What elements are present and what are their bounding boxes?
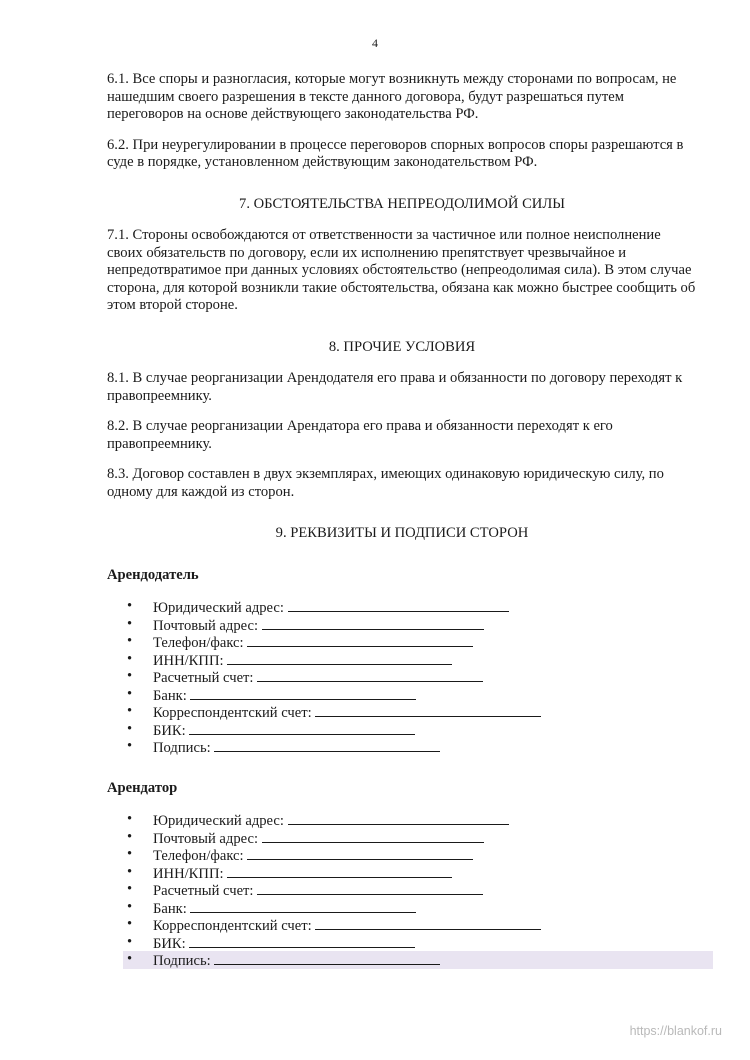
fill-line [315, 916, 541, 930]
bullet-icon: • [127, 828, 133, 845]
bullet-icon: • [127, 951, 133, 967]
landlord-bik [107, 721, 697, 739]
bullet-icon: • [127, 615, 133, 632]
fill-line [288, 598, 509, 612]
fill-line [227, 864, 452, 878]
field-label: Банк: [153, 900, 187, 917]
bullet-icon: • [127, 668, 133, 684]
tenant-bank [107, 899, 697, 917]
field-label: БИК: [153, 935, 186, 952]
field-label: Расчетный счет: [153, 883, 254, 899]
tenant-settlement-account [107, 881, 697, 899]
field-label: Подпись: [153, 953, 211, 969]
landlord-postal-address [107, 616, 697, 634]
landlord-correspondent-account [107, 703, 697, 721]
bullet-icon: • [127, 703, 133, 719]
field-label: Юридический адрес: [153, 813, 284, 829]
field-label: Корреспондентский счет: [153, 705, 312, 721]
tenant-legal-address [107, 811, 697, 829]
paragraph-6-1: 6.1. Все споры и разногласия, которые могут возникнуть между сторонами по вопросам, не нашедшим своего разрешения в тексте данного договора, будут разрешаться путем переговоров на основе действующего законодательства РФ. [107, 71, 677, 122]
fill-line [262, 829, 484, 843]
paragraph-8-2: 8.2. В случае реорганизации Арендатора его права и обязанности переходят к его правопреемнику. [107, 418, 613, 452]
field-label: Корреспондентский счет: [153, 918, 312, 934]
fill-line [190, 899, 416, 913]
fill-line [247, 633, 473, 647]
fill-line [227, 651, 452, 665]
page-number: 4 [372, 36, 378, 50]
bullet-icon: • [127, 898, 133, 915]
field-label: Почтовый адрес: [153, 830, 259, 847]
paragraph-7-1: 7.1. Стороны освобождаются от ответственности за частичное или полное неисполнение своих обязательств по договору, если их исполнению препятствует чрезвычайное и непредотвратимое при данных условиях обстоятельство (непреодолимая сила). В этом случае сторона, для которой возникли такие обстоятельства, обязана как можно быстрее сообщить об этом второй стороне. [107, 227, 696, 313]
tenant-postal-address [107, 829, 697, 847]
fill-line [262, 616, 484, 630]
landlord-bank [107, 686, 697, 704]
field-label: Расчетный счет: [153, 670, 254, 686]
watermark-url: https://blankof.ru [629, 1023, 722, 1038]
landlord-title: Арендодатель [107, 566, 199, 583]
fill-line [257, 881, 483, 895]
fill-line [257, 668, 483, 682]
paragraph-8-1: 8.1. В случае реорганизации Арендодателя его права и обязанности по договору переходят к правопреемнику. [107, 370, 683, 404]
landlord-signature [107, 738, 697, 756]
section-9-heading: 9. РЕКВИЗИТЫ И ПОДПИСИ СТОРОН [275, 525, 529, 541]
field-label: Телефон/факс: [153, 848, 244, 864]
landlord-inn-kpp [107, 651, 697, 669]
tenant-correspondent-account [107, 916, 697, 934]
bullet-icon: • [127, 738, 133, 754]
fill-line [247, 846, 473, 860]
fill-line [190, 686, 416, 700]
section-7-heading: 7. ОБСТОЯТЕЛЬСТВА НЕПРЕОДОЛИМОЙ СИЛЫ [239, 195, 565, 212]
fill-line [214, 738, 440, 752]
bullet-icon: • [127, 720, 133, 737]
bullet-icon: • [127, 633, 133, 649]
bullet-icon: • [127, 685, 133, 702]
tenant-title: Арендатор [107, 779, 178, 796]
bullet-icon: • [127, 846, 133, 862]
tenant-details-list [107, 811, 697, 969]
tenant-signature [123, 951, 713, 969]
landlord-legal-address [107, 598, 697, 616]
fill-line [288, 811, 509, 825]
field-label: Телефон/факс: [153, 635, 244, 651]
bullet-icon: • [127, 863, 133, 880]
tenant-bik [107, 934, 697, 952]
field-label: ИНН/КПП: [153, 865, 224, 882]
field-label: Юридический адрес: [153, 600, 284, 616]
fill-line [315, 703, 541, 717]
bullet-icon: • [127, 650, 133, 667]
bullet-icon: • [127, 811, 133, 827]
document-body [107, 71, 697, 969]
tenant-phone-fax [107, 846, 697, 864]
field-label: Банк: [153, 687, 187, 704]
landlord-details-list [107, 598, 697, 756]
fill-line [214, 951, 440, 965]
field-label: Почтовый адрес: [153, 617, 259, 634]
field-label: БИК: [153, 722, 186, 739]
bullet-icon: • [127, 916, 133, 932]
fill-line [189, 934, 415, 948]
fill-line [189, 721, 415, 735]
bullet-icon: • [127, 598, 133, 614]
paragraph-8-3: 8.3. Договор составлен в двух экземплярах, имеющих одинаковую юридическую силу, по одному для каждой из сторон. [107, 466, 664, 500]
paragraph-6-2: 6.2. При неурегулировании в процессе переговоров спорных вопросов споры разрешаются в суде в порядке, установленном действующим законодательством РФ. [107, 136, 684, 170]
landlord-settlement-account [107, 668, 697, 686]
tenant-inn-kpp [107, 864, 697, 882]
field-label: Подпись: [153, 740, 211, 756]
section-8-heading: 8. ПРОЧИЕ УСЛОВИЯ [328, 338, 476, 355]
landlord-phone-fax [107, 633, 697, 651]
bullet-icon: • [127, 933, 133, 950]
bullet-icon: • [127, 881, 133, 897]
field-label: ИНН/КПП: [153, 652, 224, 669]
